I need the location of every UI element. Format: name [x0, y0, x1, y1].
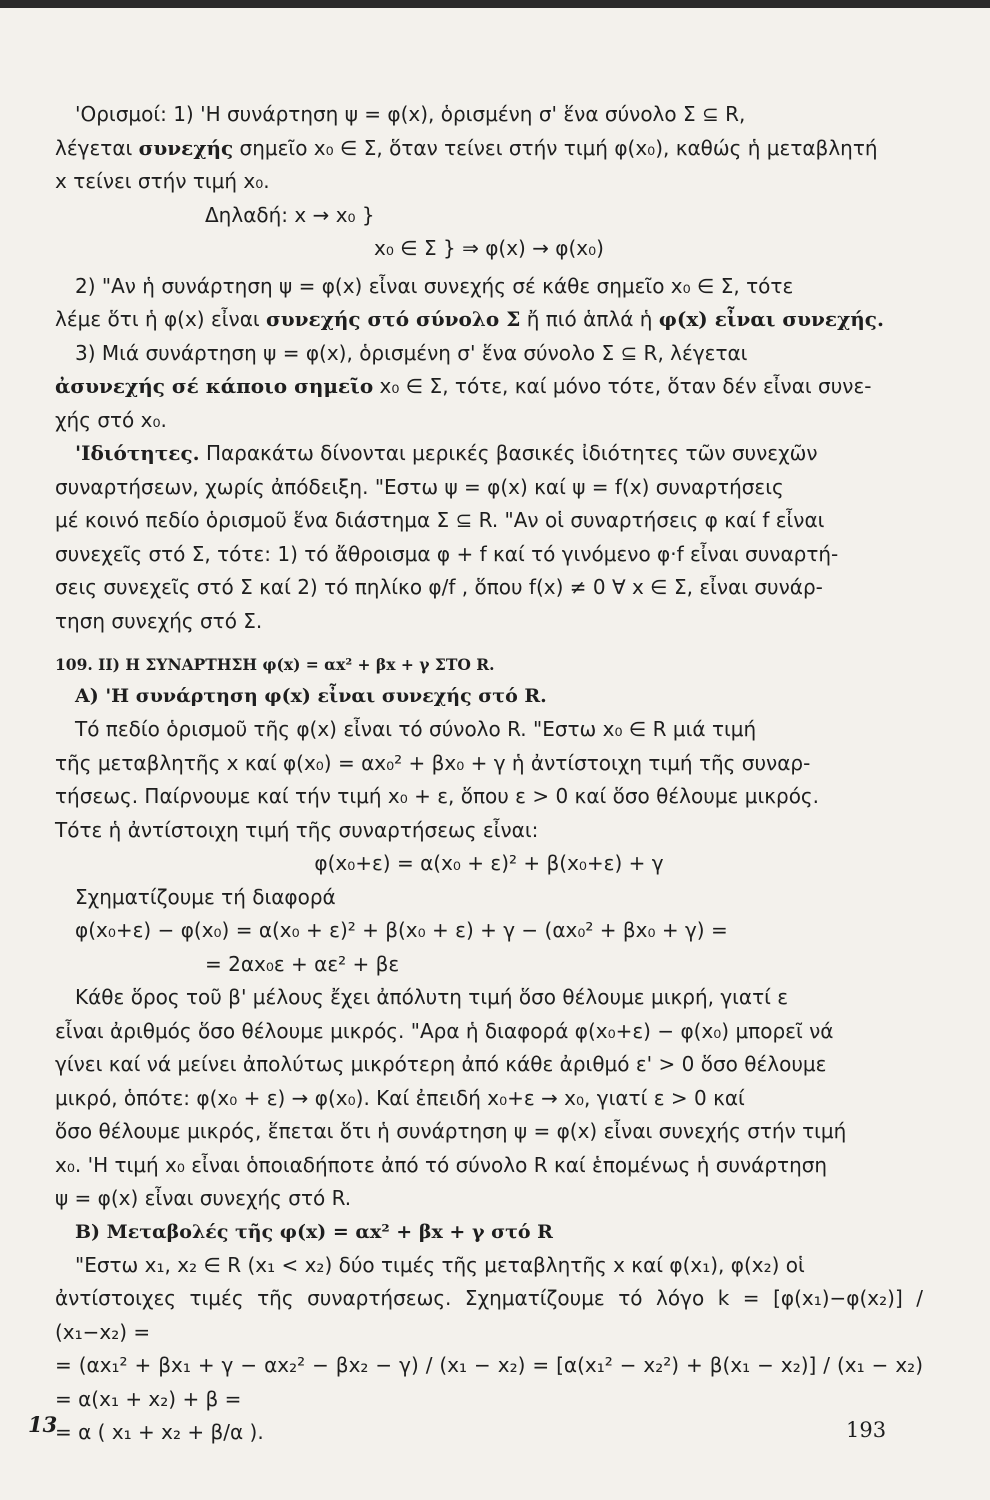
- definitions-line-3: x τείνει στήν τιμή x₀.: [55, 169, 270, 193]
- properties-line-6: τηση συνεχής στό Σ.: [55, 608, 263, 633]
- equation-difference: φ(x₀+ε) − φ(x₀) = α(x₀ + ε)² + β(x₀ + ε) + γ − (αx₀² + βx₀ + γ) =: [75, 918, 728, 942]
- part-b-equation-1: = (αx₁² + βx₁ + γ − αx₂² − βx₂ − γ) / (x₁ − x₂) = [α(x₁² − x₂²) + β(x₁ − x₂)] / (x₁ − x₂) = α(x₁ + x₂) + β =: [55, 1353, 923, 1411]
- part-a-line-12: ψ = φ(x) εἶναι συνεχής στό R.: [55, 1186, 352, 1210]
- properties-line-1: 'Ιδιότητες. Παρακάτω δίνονται μερικές βασικές ἰδιότητες τῶν συνεχῶν: [75, 441, 818, 465]
- properties-line-3: μέ κοινό πεδίο ὁρισμοῦ ἕνα διάστημα Σ ⊆ R. "Αν οἱ συναρτήσεις φ καί f εἶναι: [55, 508, 825, 532]
- signature-number: 13: [28, 1412, 58, 1437]
- properties-line-4: συνεχεῖς στό Σ, τότε: 1) τό ἄθροισμα φ + f καί τό γινόμενο φ·f εἶναι συναρτή-: [55, 541, 839, 566]
- page-number: 193: [846, 1418, 887, 1442]
- page-content: [55, 98, 923, 1450]
- subsection-b-heading: Β) Μεταβολές τῆς φ(x) = αx² + βx + γ στό R: [75, 1220, 553, 1243]
- part-a-line-1: Τό πεδίο ὁρισμοῦ τῆς φ(x) εἶναι τό σύνολο R. "Εστω x₀ ∈ R μιά τιμή: [75, 717, 757, 741]
- definition-3-line-1: 3) Μιά συνάρτηση ψ = φ(x), ὁρισμένη σ' ἕνα σύνολο Σ ⊆ R, λέγεται: [75, 340, 748, 365]
- part-b-line-2: ἀντίστοιχες τιμές τῆς συναρτήσεως. Σχηματίζουμε τό λόγο k = [φ(x₁)−φ(x₂)] / (x₁−x₂) =: [55, 1286, 923, 1344]
- definition-3-line-3: χής στό x₀.: [55, 407, 167, 432]
- part-a-line-9: μικρό, ὁπότε: φ(x₀ + ε) → φ(x₀). Καί ἐπειδή x₀+ε → x₀, γιατί ε > 0 καί: [55, 1085, 745, 1110]
- definition-2-line-1: 2) "Αν ἡ συνάρτηση ψ = φ(x) εἶναι συνεχής σέ κάθε σημεῖο x₀ ∈ Σ, τότε: [75, 273, 794, 298]
- part-a-line-3: τήσεως. Παίρνουμε καί τήν τιμή x₀ + ε, ὅπου ε > 0 καί ὅσο θέλουμε μικρός.: [55, 784, 820, 808]
- definitions-line-1: 'Ορισμοί: 1) 'Η συνάρτηση ψ = φ(x), ὁρισμένη σ' ἕνα σύνολο Σ ⊆ R,: [75, 102, 746, 126]
- properties-line-2: συναρτήσεων, χωρίς ἀπόδειξη. "Εστω ψ = φ(x) καί ψ = f(x) συναρτήσεις: [55, 474, 784, 499]
- part-a-line-6: Κάθε ὅρος τοῦ β' μέλους ἔχει ἀπόλυτη τιμή ὅσο θέλουμε μικρή, γιατί ε: [75, 985, 789, 1009]
- part-a-line-7: εἶναι ἀριθμός ὅσο θέλουμε μικρός. "Αρα ἡ διαφορά φ(x₀+ε) − φ(x₀) μπορεῖ νά: [55, 1018, 834, 1043]
- part-a-line-10: ὅσο θέλουμε μικρός, ἕπεται ὅτι ἡ συνάρτηση ψ = φ(x) εἶναι συνεχής στήν τιμή: [55, 1119, 847, 1143]
- equation-difference-result: = 2αx₀ε + αε² + βε: [205, 951, 400, 976]
- part-a-line-5: Σχηματίζουμε τή διαφορά: [75, 884, 336, 909]
- namely-line: Δηλαδή: x → x₀ }: [205, 202, 375, 227]
- part-a-line-8: γίνει καί νά μείνει ἀπολύτως μικρότερη ἀπό κάθε ἀριθμό ε' > 0 ὅσο θέλουμε: [55, 1052, 827, 1076]
- equation-phi-x0-plus-e: φ(x₀+ε) = α(x₀ + ε)² + β(x₀+ε) + γ: [314, 851, 664, 875]
- definitions-line-2: λέγεται συνεχής σημεῖο x₀ ∈ Σ, ὅταν τείνει στήν τιμή φ(x₀), καθώς ἡ μεταβλητή: [55, 135, 878, 160]
- part-a-line-2: τῆς μεταβλητῆς x καί φ(x₀) = αx₀² + βx₀ + γ ἡ ἀντίστοιχη τιμή τῆς συναρ-: [55, 750, 811, 775]
- part-b-line-1: "Εστω x₁, x₂ ∈ R (x₁ < x₂) δύο τιμές τῆς μεταβλητῆς x καί φ(x₁), φ(x₂) οἱ: [75, 1252, 805, 1277]
- namely-implication: x₀ ∈ Σ } ⇒ φ(x) → φ(x₀): [374, 236, 604, 260]
- properties-line-5: σεις συνεχεῖς στό Σ καί 2) τό πηλίκο φ/f , ὅπου f(x) ≠ 0 ∀ x ∈ Σ, εἶναι συνάρ-: [55, 575, 823, 599]
- part-a-line-4: Τότε ἡ ἀντίστοιχη τιμή τῆς συναρτήσεως εἶναι:: [55, 817, 539, 842]
- definition-2-line-2: λέμε ὅτι ἡ φ(x) εἶναι συνεχής στό σύνολο Σ ἤ πιό ἁπλά ἡ φ(x) εἶναι συνεχής.: [55, 307, 884, 331]
- scan-top-edge: [0, 0, 990, 8]
- section-109-heading: 109. ΙΙ) Η ΣΥΝΑΡΤΗΣΗ φ(x) = αx² + βx + γ ΣΤΟ R.: [55, 655, 495, 674]
- part-b-equation-2: = α ( x₁ + x₂ + β/α ).: [55, 1420, 264, 1444]
- part-a-line-11: x₀. 'Η τιμή x₀ εἶναι ὁποιαδήποτε ἀπό τό σύνολο R καί ἑπομένως ἡ συνάρτηση: [55, 1152, 828, 1177]
- subsection-a-heading: Α) 'Η συνάρτηση φ(x) εἶναι συνεχής στό R.: [75, 685, 547, 707]
- definition-3-line-2: ἀσυνεχής σέ κάποιο σημεῖο x₀ ∈ Σ, τότε, καί μόνο τότε, ὅταν δέν εἶναι συνε-: [55, 374, 872, 398]
